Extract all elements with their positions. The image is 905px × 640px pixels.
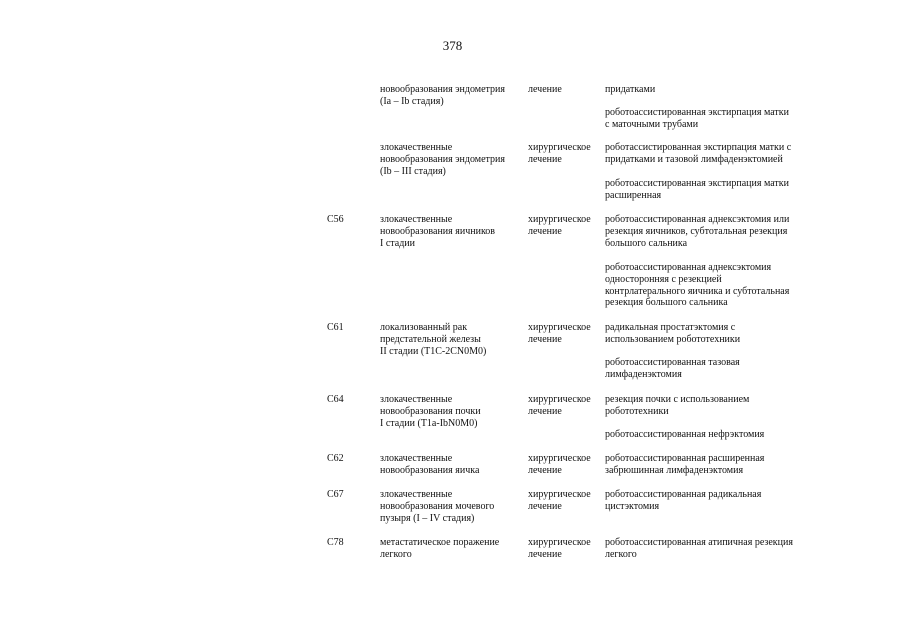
code-cell: C62 [327, 453, 344, 464]
diagnosis-cell: злокачественные новообразования эндометрия (Ib – III стадия) [380, 142, 506, 177]
method-cell: роботассистированная экстирпация матки с придатками и тазовой лимфаденэктомией [605, 142, 792, 165]
diagnosis-cell: злокачественные новообразования яичников I стадии [380, 214, 496, 249]
method-cell: роботоассистированная нефрэктомия [605, 429, 765, 440]
diagnosis-cell: злокачественные новообразования яичка [380, 453, 480, 476]
method-cell: роботоассистированная радикальная цистэктомия [605, 489, 762, 512]
treatment-cell: хирургическое лечение [528, 214, 591, 237]
method-cell: роботоассистированная аднексэктомия односторонняя с резекцией контрлатерального яичника и субтотальная резекция большого сальника [605, 262, 790, 309]
method-cell: роботоассистированная экстирпация матки расширенная [605, 178, 789, 201]
treatment-cell: лечение [528, 84, 562, 95]
code-cell: C64 [327, 394, 344, 405]
diagnosis-cell: злокачественные новообразования мочевого пузыря (I – IV стадия) [380, 489, 495, 524]
diagnosis-cell: метастатическое поражение легкого [380, 537, 500, 560]
page-number: 378 [442, 38, 463, 53]
treatment-cell: хирургическое лечение [528, 322, 591, 345]
code-cell: C78 [327, 537, 344, 548]
method-cell: роботоассистированная тазовая лимфаденэктомия [605, 357, 740, 380]
treatment-cell: хирургическое лечение [528, 489, 591, 512]
treatment-cell: хирургическое лечение [528, 142, 591, 165]
diagnosis-cell: злокачественные новообразования почки I стадии (T1a-IbN0M0) [380, 394, 481, 429]
method-cell: роботоассистированная аднексэктомия или резекция яичников, субтотальная резекция большого сальника [605, 214, 790, 249]
code-cell: C56 [327, 214, 344, 225]
method-cell: придатками [605, 84, 656, 95]
method-cell: резекция почки с использованием робототехники [605, 394, 750, 417]
diagnosis-cell: локализованный рак предстательной железы II стадии (T1C-2CN0M0) [380, 322, 487, 357]
method-cell: роботоассистированная расширенная забрюшинная лимфаденэктомия [605, 453, 765, 476]
method-cell: роботоассистированная экстирпация матки с маточными трубами [605, 107, 789, 130]
treatment-cell: хирургическое лечение [528, 394, 591, 417]
method-cell: роботоассистированная атипичная резекция легкого [605, 537, 793, 560]
treatment-cell: хирургическое лечение [528, 453, 591, 476]
method-cell: радикальная простатэктомия с использованием робототехники [605, 322, 741, 345]
diagnosis-cell: новообразования эндометрия (Ia – Ib стадия) [380, 84, 506, 107]
treatment-cell: хирургическое лечение [528, 537, 591, 560]
code-cell: C67 [327, 489, 344, 500]
code-cell: C61 [327, 322, 344, 333]
